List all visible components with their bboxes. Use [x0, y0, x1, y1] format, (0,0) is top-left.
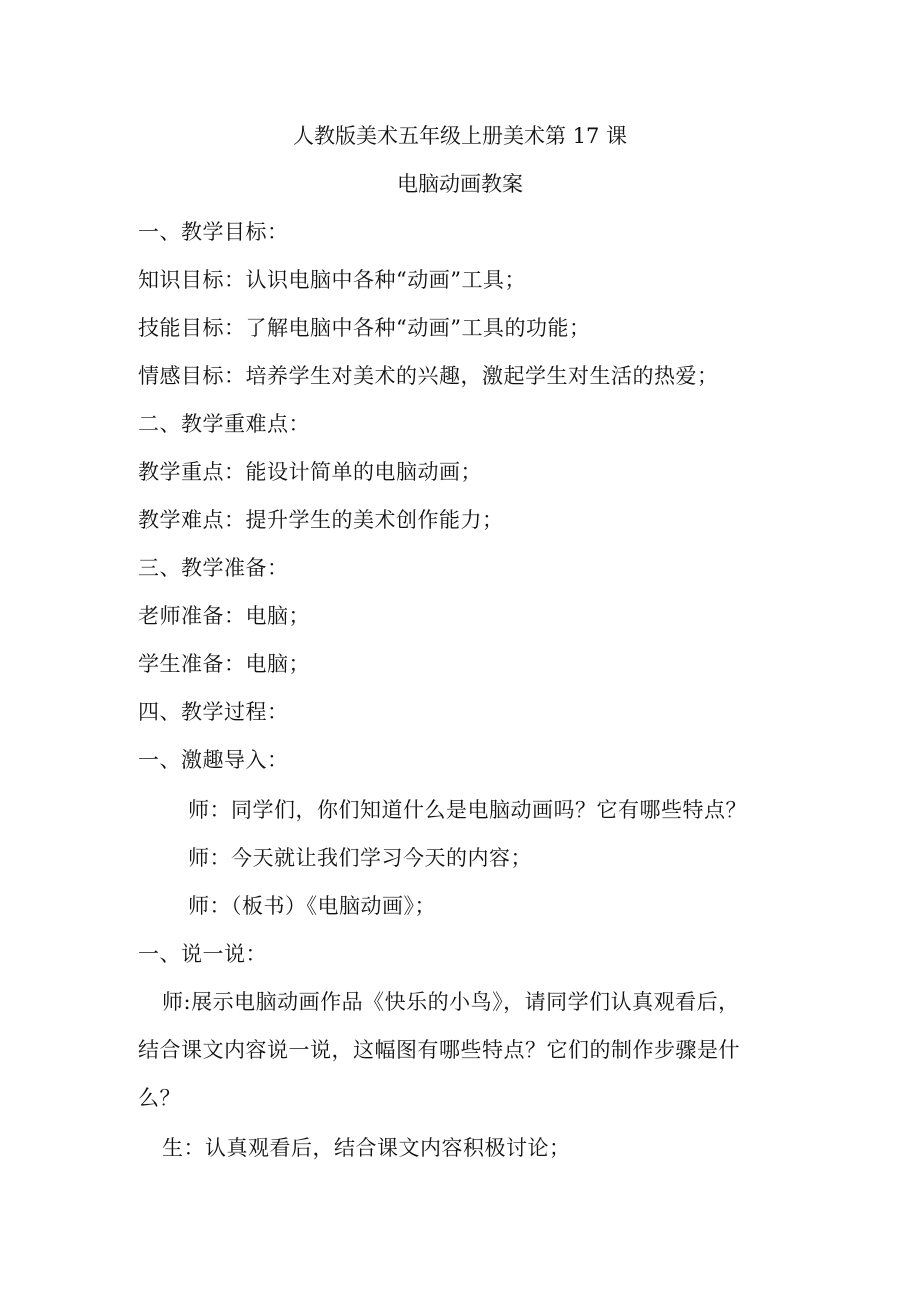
subsection-heading-discuss: 一、说一说： — [138, 942, 267, 966]
teacher-line: 师：今天就让我们学习今天的内容； — [188, 846, 532, 870]
emotion-objective: 情感目标：培养学生对美术的兴趣，激起学生对生活的热爱； — [138, 364, 719, 388]
document-subtitle: 电脑动画教案 — [397, 172, 523, 196]
section-heading-objectives: 一、教学目标： — [138, 220, 289, 244]
difficult-point: 教学难点：提升学生的美术创作能力； — [138, 508, 504, 532]
section-heading-key-points: 二、教学重难点： — [138, 412, 310, 436]
skill-objective: 技能目标：了解电脑中各种“动画”工具的功能； — [138, 316, 591, 340]
subsection-heading-intro: 一、激趣导入： — [138, 748, 289, 772]
key-point: 教学重点：能设计简单的电脑动画； — [138, 460, 482, 484]
student-line: 生：认真观看后，结合课文内容积极讨论； — [162, 1136, 571, 1160]
student-preparation: 学生准备：电脑； — [138, 652, 310, 676]
teacher-preparation: 老师准备：电脑； — [138, 604, 310, 628]
section-heading-process: 四、教学过程： — [138, 700, 289, 724]
knowledge-objective: 知识目标：认识电脑中各种“动画”工具； — [138, 268, 526, 292]
section-heading-preparation: 三、教学准备： — [138, 556, 289, 580]
teacher-line: 师:展示电脑动画作品《快乐的小鸟》，请同学们认真观看后， — [162, 990, 740, 1014]
paragraph-line: 结合课文内容说一说，这幅图有哪些特点？它们的制作步骤是什 — [138, 1038, 740, 1062]
document-title: 人教版美术五年级上册美术第 17 课 — [292, 124, 628, 148]
paragraph-line: 么？ — [138, 1086, 181, 1110]
teacher-line: 师：同学们，你们知道什么是电脑动画吗？它有哪些特点？ — [188, 798, 747, 822]
teacher-line: 师：（板书）《电脑动画》； — [188, 894, 436, 918]
